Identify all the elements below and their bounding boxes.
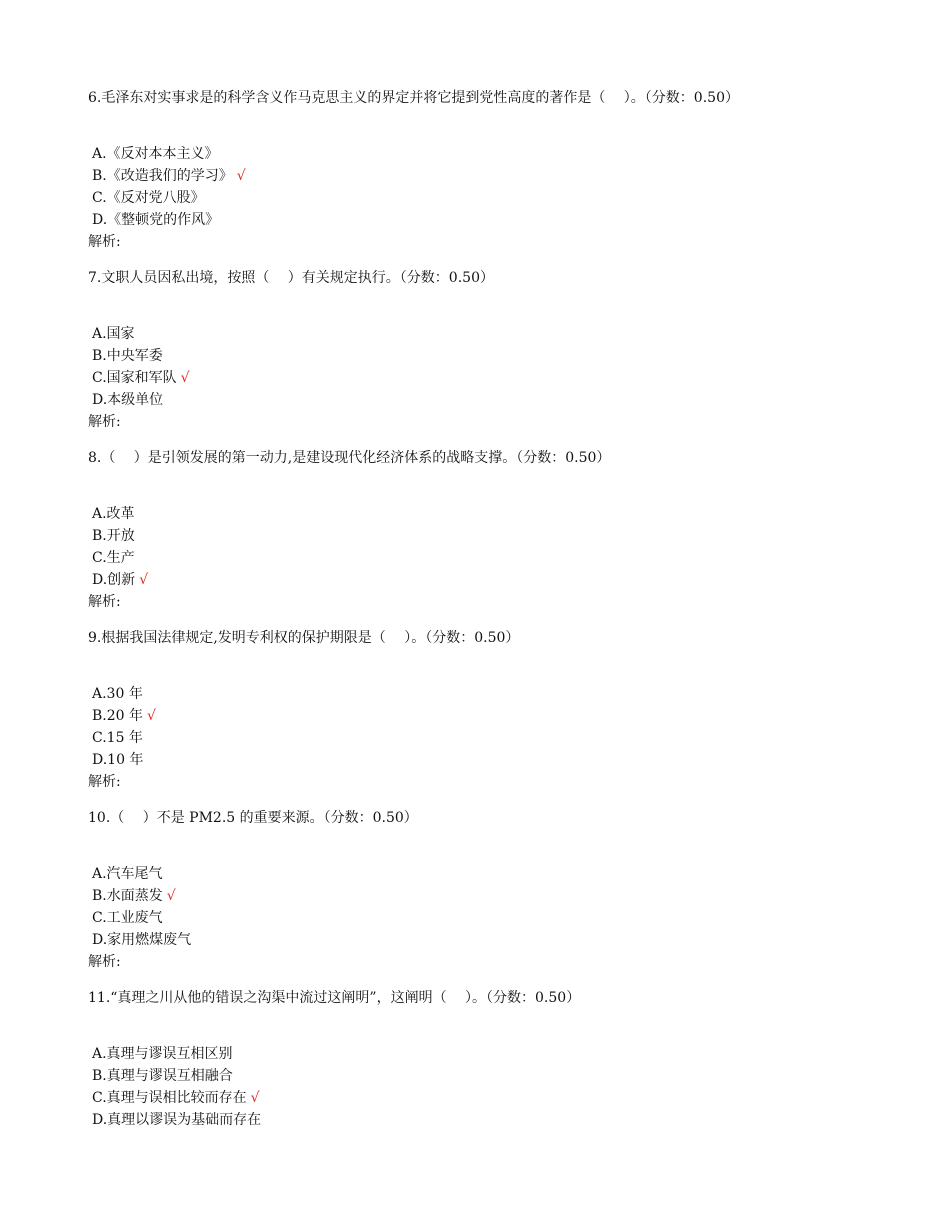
option-text: B.20 年 — [92, 708, 144, 724]
option-text: B.水面蒸发 — [92, 888, 163, 904]
option-item — [92, 143, 908, 165]
option-item — [92, 907, 908, 929]
option-text: B.开放 — [92, 528, 135, 544]
question-stem: 7.文职人员因私出境，按照（ ）有关规定执行。（分数：0.50） — [88, 270, 494, 286]
question-stem: 8.（ ）是引领发展的第一动力,是建设现代化经济体系的战略支撑。（分数：0.50） — [88, 450, 611, 466]
option-item — [92, 389, 908, 411]
option-item — [92, 187, 908, 209]
option-item — [92, 727, 908, 749]
correct-check-icon: √ — [236, 168, 246, 184]
correct-check-icon: √ — [250, 1090, 260, 1106]
option-item — [92, 345, 908, 367]
option-list — [92, 323, 908, 411]
option-item — [92, 1065, 908, 1087]
option-item — [92, 165, 908, 187]
option-text: B.真理与谬误互相融合 — [92, 1068, 233, 1084]
option-text: C.15 年 — [92, 730, 143, 746]
option-text: C.《反对党八股》 — [92, 190, 205, 206]
option-text: B.《改造我们的学习》 — [92, 168, 233, 184]
option-text: A.国家 — [92, 326, 135, 342]
option-text: A.30 年 — [92, 686, 143, 702]
option-item — [92, 323, 908, 345]
question-11 — [88, 988, 908, 1131]
option-text: C.真理与误相比较而存在 — [92, 1090, 247, 1106]
option-list — [92, 683, 908, 771]
analysis-label: 解析: — [88, 234, 121, 250]
option-text: D.家用燃煤废气 — [92, 932, 192, 948]
analysis-label: 解析: — [88, 954, 121, 970]
question-stem: 11.“真理之川从他的错误之沟渠中流过这阐明”，这阐明（ ）。（分数：0.50） — [88, 990, 581, 1006]
correct-check-icon: √ — [139, 572, 149, 588]
option-text: A.汽车尾气 — [92, 866, 163, 882]
option-item — [92, 929, 908, 951]
option-item — [92, 525, 908, 547]
option-item — [92, 1109, 908, 1131]
question-stem: 6.毛泽东对实事求是的科学含义作马克思主义的界定并将它提到党性高度的著作是（ ）。（分数：0.50） — [88, 90, 739, 106]
option-list — [92, 503, 908, 591]
question-8 — [88, 448, 908, 613]
option-text: D.创新 — [92, 572, 136, 588]
option-text: A.真理与谬误互相区别 — [92, 1046, 233, 1062]
question-6 — [88, 88, 908, 253]
option-item — [92, 1043, 908, 1065]
option-list — [92, 143, 908, 231]
analysis-label: 解析: — [88, 594, 121, 610]
question-9 — [88, 628, 908, 793]
option-item — [92, 705, 908, 727]
option-text: C.国家和军队 — [92, 370, 177, 386]
option-text: D.《整顿党的作风》 — [92, 212, 220, 228]
option-item — [92, 863, 908, 885]
option-item — [92, 749, 908, 771]
option-item — [92, 547, 908, 569]
option-item — [92, 569, 908, 591]
option-item — [92, 367, 908, 389]
option-text: D.10 年 — [92, 752, 144, 768]
option-item — [92, 885, 908, 907]
analysis-label: 解析: — [88, 774, 121, 790]
option-list — [92, 863, 908, 951]
option-item — [92, 209, 908, 231]
option-text: D.真理以谬误为基础而存在 — [92, 1112, 262, 1128]
question-stem: 9.根据我国法律规定,发明专利权的保护期限是（ ）。（分数：0.50） — [88, 630, 520, 646]
option-item — [92, 1087, 908, 1109]
question-10 — [88, 808, 908, 973]
option-item — [92, 503, 908, 525]
correct-check-icon: √ — [180, 370, 190, 386]
correct-check-icon: √ — [147, 708, 156, 724]
question-stem: 10.（ ）不是 PM2.5 的重要来源。（分数：0.50） — [88, 810, 418, 826]
option-text: C.生产 — [92, 550, 135, 566]
question-7 — [88, 268, 908, 433]
option-text: D.本级单位 — [92, 392, 164, 408]
option-text: A.《反对本本主义》 — [92, 146, 219, 162]
option-list — [92, 1043, 908, 1131]
option-text: B.中央军委 — [92, 348, 163, 364]
correct-check-icon: √ — [166, 888, 176, 904]
option-text: C.工业废气 — [92, 910, 163, 926]
analysis-label: 解析: — [88, 414, 121, 430]
option-text: A.改革 — [92, 506, 135, 522]
option-item — [92, 683, 908, 705]
